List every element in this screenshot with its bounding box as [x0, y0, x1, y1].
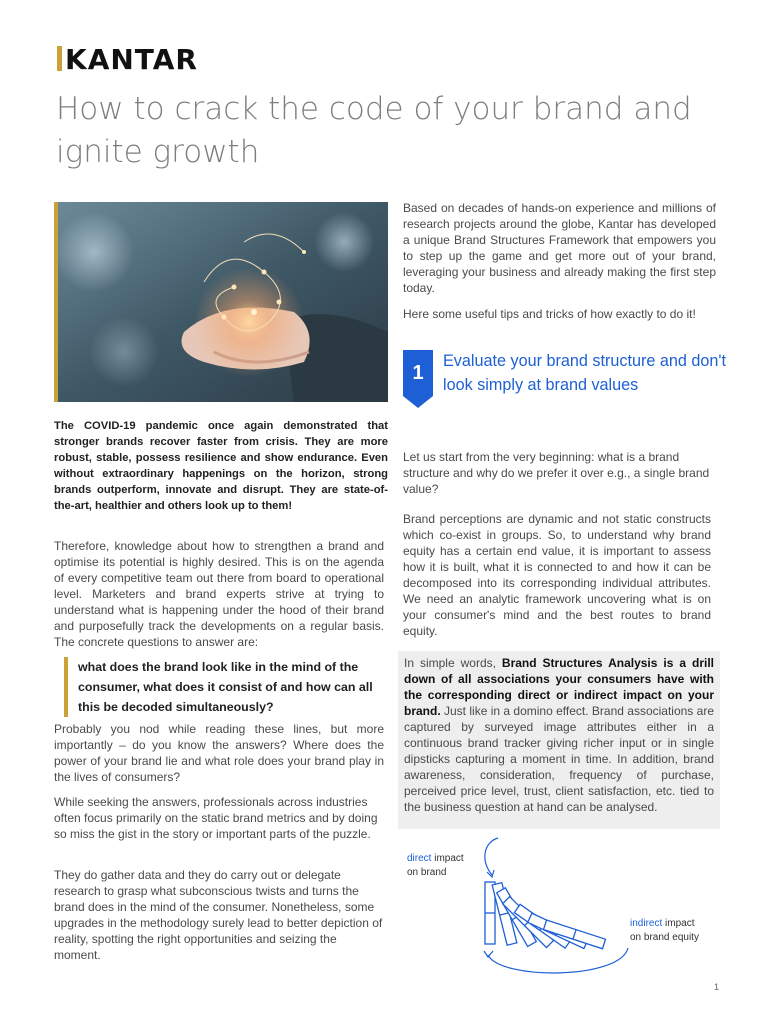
right-intro-1: Based on decades of hands-on experience and millions of research projects around the globe, Kantar has developed a unique Brand Structures Framework that empowers you to step up the game and get more out of your brand, leveraging your business and already making the first step today.: [403, 201, 716, 295]
logo-text: KANTAR: [65, 43, 198, 76]
domino-diagram: [470, 830, 650, 980]
highlight-box: [398, 651, 720, 829]
hands-fairy-lights-photo: [54, 202, 388, 402]
direct-line2: on brand: [407, 867, 447, 878]
right-intro-2: Here some useful tips and tricks of how exactly to do it!: [403, 307, 696, 321]
direct-impact-label: [407, 852, 464, 880]
photo-gold-bar: [54, 202, 58, 402]
indirect-rest: impact: [662, 918, 695, 929]
box-intro: In simple words,: [404, 656, 502, 670]
pull-quote-text: what does the brand look like in the mind of the consumer, what does it consist of and how can all this be decoded simultaneously?: [78, 660, 373, 714]
photo-illustration: [54, 202, 388, 402]
section-title: Evaluate your brand structure and don't look simply at brand values: [443, 352, 726, 394]
page-number: 1: [714, 982, 720, 992]
lead-paragraph: The COVID-19 pandemic once again demonstrated that stronger brands recover faster from crisis. They are more robust, stable, possess resilience and show endurance. Even without extraordinary happenings on the horizon, strong brands outperform, innovate and disrupt. They are state-of-the-art, healthier and others look up to them!: [54, 420, 388, 512]
section-number: 1: [412, 362, 424, 384]
box-highlight: Brand Structures Analysis is a drill down of all associations your consumers have with the corresponding direct or indirect impact on your brand.: [404, 656, 714, 718]
logo-gold-bar: [57, 46, 62, 71]
direct-word: direct: [407, 853, 432, 864]
kantar-logo: [57, 43, 198, 76]
section-number-badge: [403, 350, 433, 396]
right-paragraph-2: Brand perceptions are dynamic and not static constructs which co-exist in groups. So, to understand why brand equity has a certain end value, it is important to assess how it is built, what it is connected to and how it can be decomposed into its corresponding individual attributes. We need an analytic framework uncovering what is on your consumer's mind and the best routes to brand equity.: [403, 512, 711, 638]
highlight-box-text: [404, 655, 714, 815]
indirect-word: indirect: [630, 918, 663, 929]
left-paragraph-1: Therefore, knowledge about how to strengthen a brand and optimise its potential is highly desired. This is on the agenda of every competitive team out there from board to operational level. Marketers and brand experts strive at trying to understand what is happening under the hood of their brand and purposefully track the developments on a regular basis. The concrete questions to answer are:: [54, 539, 384, 649]
left-paragraph-3: While seeking the answers, professionals across industries often focus primarily on the static brand metrics and by doing so miss the gist in the story or important parts of the puzzle.: [54, 795, 378, 841]
page-title: How to crack the code of your brand and ignite growth: [56, 91, 692, 170]
indirect-line2: on brand equity: [630, 932, 699, 943]
direct-rest: impact: [431, 853, 464, 864]
right-paragraph-1: Let us start from the very beginning: what is a brand structure and why do we prefer it over e.g., a single brand value?: [403, 450, 710, 496]
left-paragraph-2: Probably you nod while reading these lines, but more importantly – do you know the answers? Where does the power of your brand lie and what role does your brand play in the lives of consumers?: [54, 722, 384, 784]
left-paragraph-4: They do gather data and they do carry out or delegate research to grasp what subconscious twists and turns the brand does in the mind of the consumer. Nonetheless, some upgrades in the methodology surely lead to better depiction of reality, spotting the right opportunities and seizing the moment.: [54, 868, 383, 962]
pull-quote: [64, 657, 396, 717]
box-rest: Just like in a domino effect. Brand associations are captured by surveyed image attributes either in a continuous brand tracker giving richer input or in single dipsticks capturing a moment in time. In addition, brand awareness, consideration, frequency of purchase, perceived price level, trust, client satisfaction, etc. tied to the business question at hand can be analysed.: [404, 704, 714, 814]
